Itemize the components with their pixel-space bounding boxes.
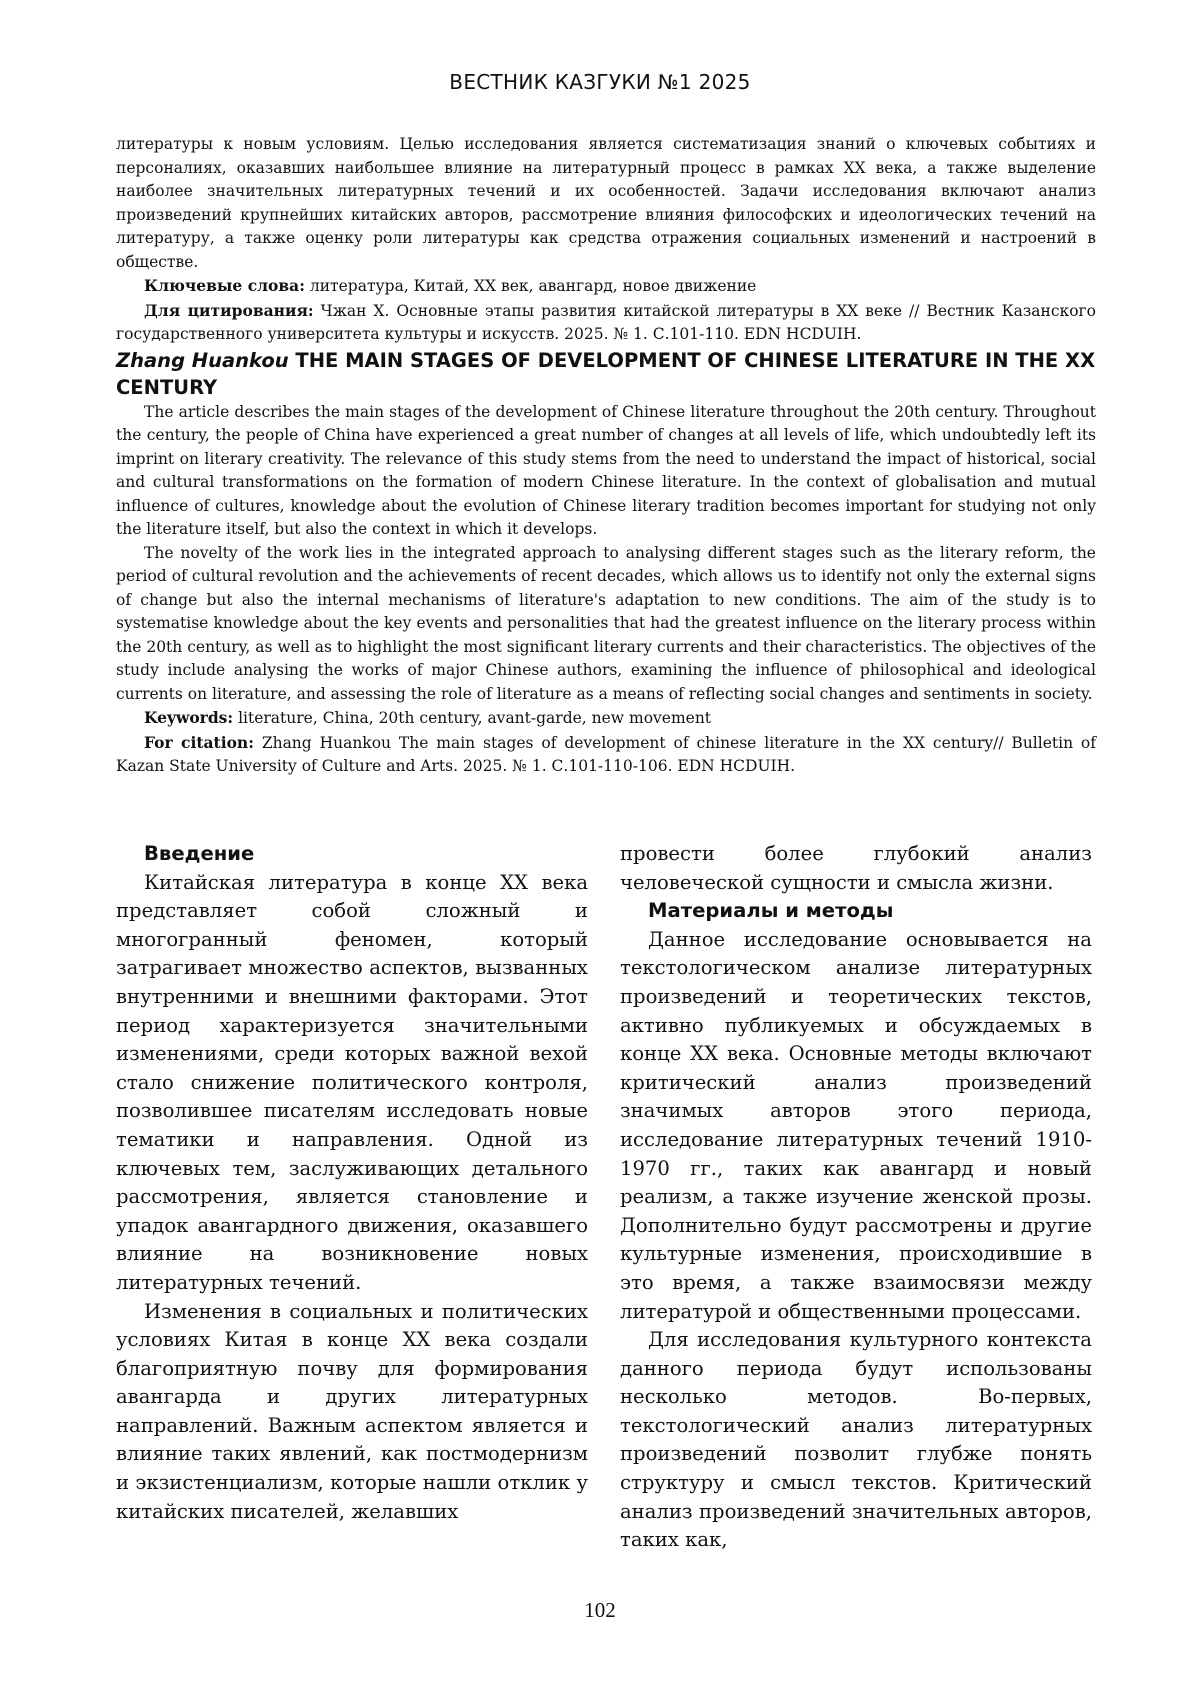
body-column-right [620,840,1092,1555]
keywords-ru-text: литература, Китай, XX век, авангард, новое движение [309,277,757,295]
intro-paragraph-1: Китайская литература в конце XX века представляет собой сложный и многогранный феномен, который затрагивает множество аспектов, вызванных внутренними и внешними факторами. Этот период характеризуется значительными изменениями, среди которых важной вехой стало снижение политического контроля, позволившее писателям исследовать новые тематики и направления. Одной из ключевых тем, заслуживающих детального рассмотрения, является становление и упадок авангардного движения, оказавшего влияние на возникновение новых литературных течений. [116,870,588,1294]
methods-paragraph-1: Данное исследование основывается на текстологическом анализе литературных произведений и теоретических текстов, активно публикуемых и обсуждаемых в конце XX века. Основные методы включают критический анализ произведений значимых авторов этого периода, исследование литературных течений 1910-1970 гг., таких как авангард и новый реализм, а также изучение женской прозы. Дополнительно будут рассмотрены и другие культурные изменения, происходившие в это время, а также взаимосвязи между литературой и общественными процессами. [620,927,1092,1323]
keywords-en-label: Keywords: [144,708,234,727]
citation-ru-label: Для цитирования: [144,300,314,320]
intro-paragraph-2: Изменения в социальных и политических условиях Китая в конце XX века создали благоприятную почву для формирования авангарда и других литературных направлений. Важным аспектом является и влияние таких явлений, как постмодернизм и экзистенциализм, которые нашли отклик у китайских писателей, желавших [116,1299,588,1523]
body-column-left [116,840,588,1526]
article-title-en [116,347,1096,401]
keywords-en [116,706,1096,731]
citation-ru [116,299,1096,347]
page-number: 102 [584,1598,616,1622]
keywords-ru-label: Ключевые слова: [144,276,305,295]
abstract-block [116,133,1096,779]
section-heading-introduction: Введение [144,842,255,865]
section-heading-methods: Материалы и методы [648,899,894,923]
methods-paragraph-2: Для исследования культурного контекста данного периода будут использованы несколько методов. Во-первых, текстологический анализ литературных произведений позволит глубже понять структуру и смысл текстов. Критический анализ произведений значительных авторов, таких как, [620,1328,1092,1552]
citation-en [116,731,1096,779]
journal-running-head: ВЕСТНИК КАЗГУКИ №1 2025 [449,70,751,94]
abstract-en-p1: The article describes the main stages of the development of Chinese literature throughout the 20th century. Throughout the century, the people of China have experienced a great number of changes at all levels of life, which undoubtedly left its imprint on literary creativity. The relevance of this study stems from the need to understand the impact of historical, social and cultural transformations on the formation of modern Chinese literature. In the context of globalisation and mutual influence of cultures, knowledge about the evolution of Chinese literary tradition becomes important for studying not only the literature itself, but also the context in which it develops. [116,402,1096,538]
citation-en-label: For citation: [144,732,254,752]
keywords-ru [116,274,1096,299]
citation-en-text: Zhang Huankou The main stages of development of chinese literature in the XX century// Bulletin of Kazan State University of Culture and Arts. 2025. № 1. С.101-110-106. EDN HCDUIH. [116,733,1097,775]
author-name-en: Zhang Huankou [116,348,289,372]
citation-ru-text: Чжан Х. Основные этапы развития китайской литературы в XX веке // Вестник Казанского государственного университета культуры и искусств. 2025. № 1. С.101-110. EDN HCDUIH. [116,301,1097,343]
intro-paragraph-2-continued: провести более глубокий анализ человеческой сущности и смысла жизни. [620,842,1092,894]
keywords-en-text: literature, China, 20th century, avant-garde, new movement [238,709,712,727]
abstract-en-p2: The novelty of the work lies in the integrated approach to analysing different stages such as the literary reform, the period of cultural revolution and the achievements of recent decades, which allows us to identify not only the external signs of change but also the internal mechanisms of literature's adaptation to new conditions. The aim of the study is to systematise knowledge about the key events and personalities that had the greatest influence on the literary process within the 20th century, as well as to highlight the most significant literary currents and their characteristics. The objectives of the study include analysing the works of major Chinese authors, examining the influence of philosophical and ideological currents on literature, and assessing the role of literature as a means of reflecting social changes and sentiments in society. [116,543,1096,703]
title-en-text: THE MAIN STAGES OF DEVELOPMENT OF CHINESE LITERATURE IN THE XX CENTURY [116,348,1096,399]
abstract-ru-tail: литературы к новым условиям. Целью исследования является систематизация знаний о ключевых событиях и персоналиях, оказавших наибольшее влияние на литературный процесс в рамках XX века, а также выделение наиболее значительных литературных течений и их особенностей. Задачи исследования включают анализ произведений крупнейших китайских авторов, рассмотрение влияния философских и идеологических течений на литературу, а также оценку роли литературы как средства отражения социальных изменений и настроений в обществе. [116,135,1096,271]
